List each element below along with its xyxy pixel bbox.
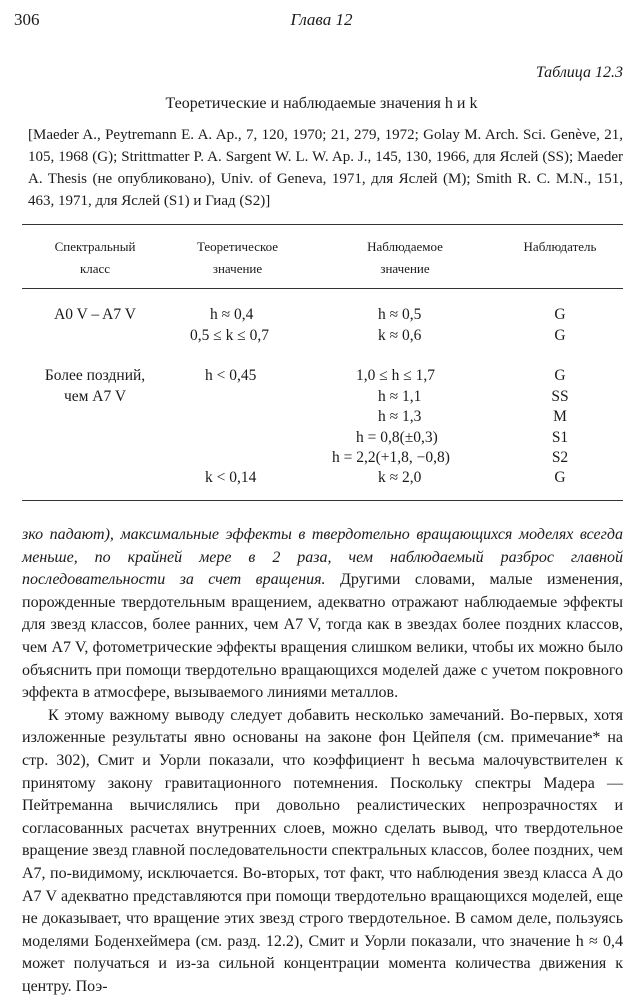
table-cell-theory: h ≈ 0,4 [210,306,254,323]
table-cell-spectral: A0 V – A7 V [54,306,136,323]
table-cell-observed: 1,0 ≤ h ≤ 1,7 [356,367,436,384]
table-header-rule [22,288,623,289]
paragraph-1-rest: Другими словами, малые изменения, порожденные твердотельным вращением, адекватно отражают наблюдаемые эффекты для звезд классов, более ранних, чем A7 V, тогда как в звездах более поздних классов, чем A7 V, фотометрические эффекты вращения слишком велики, чтобы их можно было объяснить при помощи твердотельно вращающихся моделей даже с учетом покровного эффекта в атмосфере, вызываемого линиями металлов. [22,571,624,702]
table-cell-spectral: Более поздний, [44,367,146,384]
table-bottom-rule [22,500,623,501]
paragraph-2: К этому важному выводу следует добавить несколько замечаний. Во-первых, хотя изложенные результаты явно основаны на законе фон Цейпеля (см. примечание* на стр. 302), Смит и Уорли показали, что коэффициент h весьма малочувствителен к принятому закону гравитационного потемнения. Поскольку спектры Мадера — Пейтреманна вычислялись при довольно реалистических непрозрачностях и согласованных расчетах внутренних слоев, можно сделать вывод, что твердотельное вращение звезд главной последовательности спектральных классов, более поздних, чем A7, по-видимому, исключается. Во-вторых, тот факт, что наблюдения звезд класса A до A7 V адекватно представляются при помощи твердотельно вращающихся моделей, еще не доказывает, что вращение этих звезд строго твердотельное. В самом деле, пользуясь моделями Боденхеймера (см. разд. 12.2), Смит и Уорли показали, что значение h ≈ 0,4 может получаться и из-за сильной концентрации момента количества движения к центру. Поэ- [22,706,623,995]
table-title: Теоретические и наблюдаемые значения h и k [165,95,478,112]
table-cell-observed: h = 2,2(+1,8, −0,8) [332,449,450,466]
table-cell-observer: G [554,469,566,486]
header-spectral-class: Спектральный класс [54,239,136,276]
table-cell-observer: S1 [551,429,569,446]
paragraph-1-italic: зко падают), максимальные эффекты в твердотельно вращающихся моделях всегда меньше, по крайней мере в 2 раза, чем наблюдаемый разброс главной последовательности за счет вращения. [22,526,623,589]
table-cell-observer: G [554,306,566,323]
table-cell-observer: G [554,367,566,384]
header-observer: Наблюдатель [523,239,597,254]
table-cell-observed: h ≈ 1,3 [378,408,422,425]
table-cell-spectral: чем A7 V [63,388,127,405]
table-label: Таблица 12.3 [535,64,623,81]
table-references: [Maeder A., Peytremann E. A. Ap., 7, 120, 1970; 21, 279, 1972; Golay M. Arch. Sci. Genève, 21, 105, 1968 (G); Strittmatter P. A. Sargent W. L. W. Ap. J., 145, 130, 1966, для Яслей (SS); Maeder A. Thesis (не опубликовано), Univ. of Geneva, 1971, для Яслей (M); Smith R. C. M.N., 151, 463, 1971, для Яслей (S1) и Гиад (S2)] [28,127,623,209]
table-cell-observer: G [554,327,566,344]
paragraph-1 [22,524,623,705]
table-cell-observed: h = 0,8(±0,3) [356,429,438,446]
table-cell-observed: k ≈ 0,6 [378,327,422,344]
page-header [14,10,629,36]
header-theoretical: Теоретическое значение [196,239,279,276]
table-cell-observed: k ≈ 2,0 [378,469,422,486]
table-cell-theory: k < 0,14 [205,469,257,486]
page-number: 306 [14,10,40,29]
table-top-rule [22,224,623,225]
table-cell-theory: h < 0,45 [205,367,257,384]
table-cell-observer: S2 [551,449,569,466]
table-cell-observed: h ≈ 0,5 [378,306,422,323]
body-text [22,524,623,998]
table-cell-theory: 0,5 ≤ k ≤ 0,7 [190,327,270,344]
table-cell-observer: SS [551,388,569,405]
chapter-title: Глава 12 [290,10,353,29]
table-cell-observed: h ≈ 1,1 [378,388,422,405]
table-cell-observer: M [553,408,567,425]
header-observed: Наблюдаемое значение [367,239,443,276]
